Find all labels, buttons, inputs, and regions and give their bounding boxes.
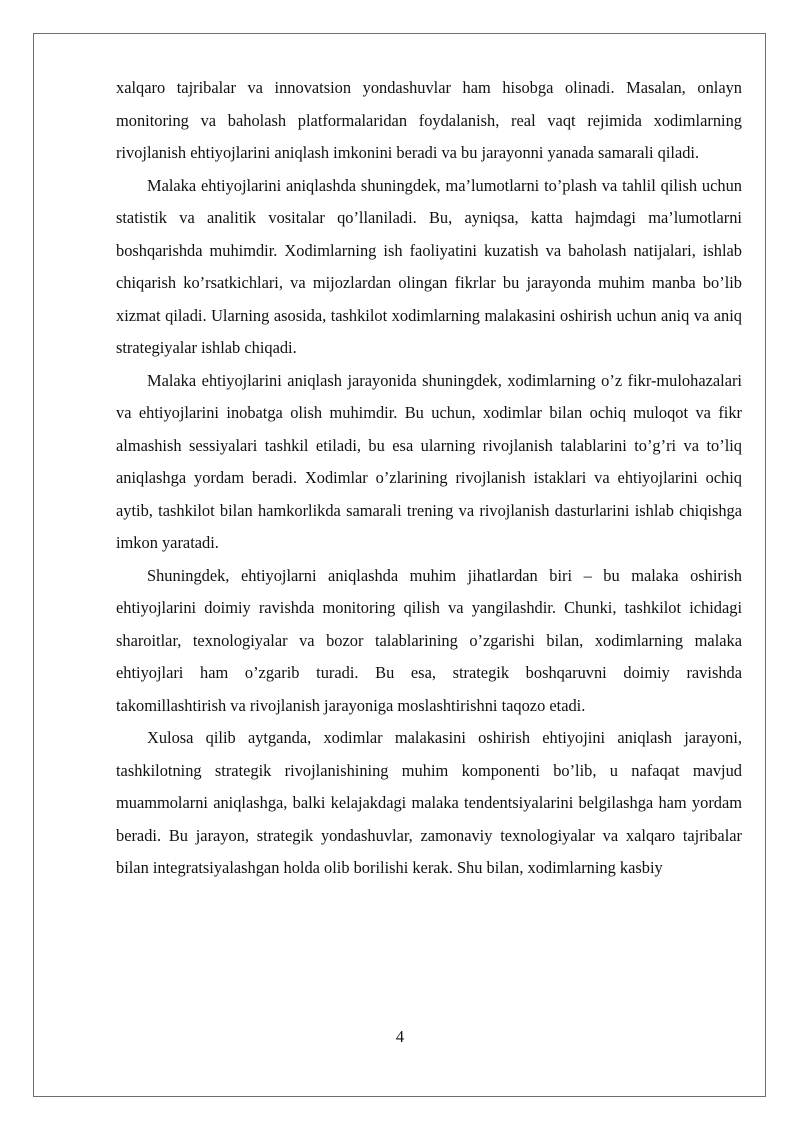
paragraph-2: Malaka ehtiyojlarini aniqlashda shuningdek, ma’lumotlarni to’plash va tahlil qilish uchun statistik va analitik vositalar qo’llaniladi. Bu, ayniqsa, katta hajmdagi ma’lumotlarni boshqarishda muhimdir. Xodimlarning ish faoliyatini kuzatish va baholash natijalari, ishlab chiqarish ko’rsatkichlari, va mijozlardan olingan fikrlar bu jarayonda muhim manba bo’lib xizmat qiladi. Ularning asosida, tashkilot xodimlarning malakasini oshirish uchun aniq va aniq strategiyalar ishlab chiqadi.: [116, 175, 742, 357]
paragraph-4: Shuningdek, ehtiyojlarni aniqlashda muhim jihatlardan biri – bu malaka oshirish ehtiyojlarini doimiy ravishda monitoring qilish va yangilashdir. Chunki, tashkilot ichidagi sharoitlar, texnologiyalar va bozor talablarining o’zgarishi bilan, xodimlarning malaka ehtiyojlari ham o’zgarib turadi. Bu esa, strategik boshqaruvni doimiy ravishda takomillashtirish va rivojlanish jarayoniga moslashtirishni taqozo etadi.: [116, 565, 742, 715]
paragraph-1: xalqaro tajribalar va innovatsion yondashuvlar ham hisobga olinadi. Masalan, onlayn monitoring va baholash platformalaridan foydalanish, real vaqt rejimida xodimlarning rivojlanish ehtiyojlarini aniqlash imkonini beradi va bu jarayonni yanada samarali qiladi.: [116, 78, 742, 162]
page-number: 4: [395, 1027, 405, 1046]
paragraph-5: Xulosa qilib aytganda, xodimlar malakasini oshirish ehtiyojini aniqlash jarayoni, tashkilotning strategik rivojlanishining muhim komponenti bo’lib, u nafaqat mavjud muammolarni aniqlashga, balki kelajakdagi malaka tendentsiyalarini belgilashga ham yordam beradi. Bu jarayon, strategik yondashuvlar, zamonaviy texnologiyalar va xalqaro tajribalar bilan integratsiyalashgan holda olib borilishi kerak. Shu bilan, xodimlarning kasbiy: [116, 728, 742, 877]
document-body: [116, 72, 742, 885]
paragraph-3: Malaka ehtiyojlarini aniqlash jarayonida shuningdek, xodimlarning o’z fikr-mulohazalari va ehtiyojlarini inobatga olish muhimdir. Bu uchun, xodimlar bilan ochiq muloqot va fikr almashish sessiyalari tashkil etiladi, bu esa ularning rivojlanish talablarini to’g’ri va to’liq aniqlashga yordam beradi. Xodimlar o’zlarining rivojlanish istaklari va ehtiyojlarini ochiq aytib, tashkilot bilan hamkorlikda samarali trening va rivojlanish dasturlarini ishlab chiqishga imkon yaratadi.: [116, 370, 742, 552]
